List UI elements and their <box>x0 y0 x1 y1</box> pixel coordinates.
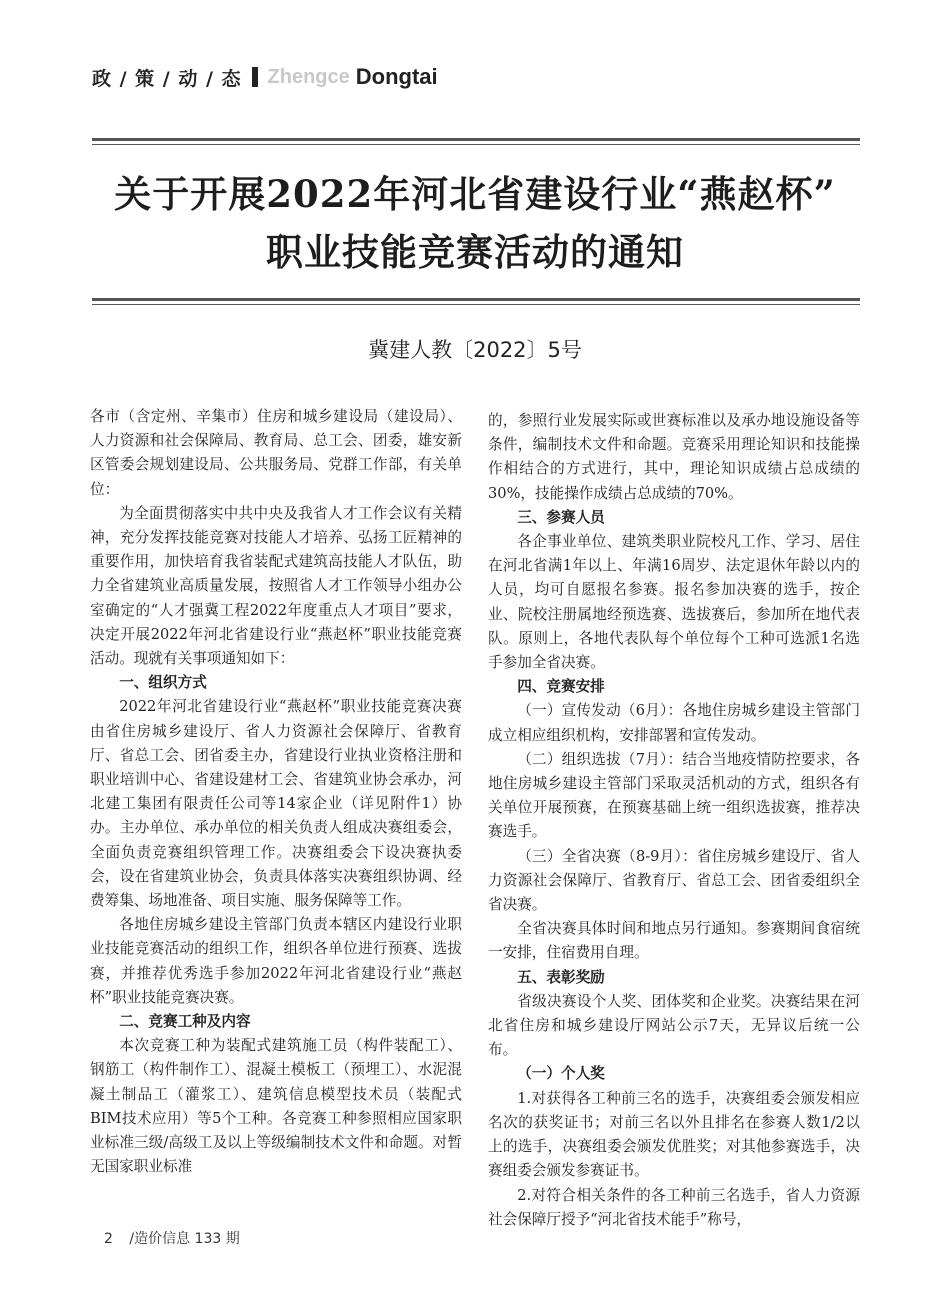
addressee: 各市（含定州、辛集市）住房和城乡建设局（建设局）、人力资源和社会保障局、教育局、总工会、团委，雄安新区管委会规划建设局、公共服务局、党群工作部，有关单位： <box>90 408 462 498</box>
top-rule-thick <box>92 138 860 141</box>
section-4-paragraph-2: （二）组织选拔（7月）：结合当地疫情防控要求，各地住房城乡建设主管部门采取灵活机动的方式，组织各有关单位开展预赛，在预赛基础上统一组织选拔赛，推荐决赛选手。 <box>488 750 860 841</box>
section-2-continuation: 的，参照行业发展实际或世赛标准以及承办地设施设备等条件，编制技术文件和命题。竞赛采用理论知识和技能操作相结合的方式进行，其中，理论知识成绩占总成绩的30%，技能操作成绩占总成绩的70%。 <box>488 412 860 502</box>
section-1-paragraph-1: 2022年河北省建设行业“燕赵杯”职业技能竞赛决赛由省住房城乡建设厅、省人力资源社会保障厅、省教育厅、省总工会、团省委主办，省建设行业执业资格注册和职业培训中心、省建设建材工会、省建筑业协会承办，河北建工集团有限责任公司等14家企业（详见附件1）协办。主办单位、承办单位的相关负责人组成决赛组委会，全面负责竞赛组织管理工作。决赛组委会下设决赛执委会，设在省建筑业协会，负责具体落实决赛组织协调、经费筹集、场地准备、项目实施、服务保障等工作。 <box>90 698 462 910</box>
section-4-paragraph-4: 全省决赛具体时间和地点另行通知。参赛期间食宿统一安排，住宿费用自理。 <box>488 920 860 962</box>
article-title <box>60 165 890 281</box>
section-2-paragraph-1: 本次竞赛工种为装配式建筑施工员（构件装配工）、钢筋工（构件制作工）、混凝土模板工（预埋工）、水泥混凝土制品工（灌浆工）、建筑信息模型技术员（装配式BIM技术应用）等5个工种。各竞赛工种参照相应国家职业标准三级/高级工及以上等级编制技术文件和命题。对暂无国家职业标准 <box>90 1037 462 1176</box>
section-heading-3: 三、参赛人员 <box>517 508 605 526</box>
bottom-rule-thin <box>92 304 860 305</box>
title-line-1: 关于开展2022年河北省建设行业“燕赵杯” <box>114 172 836 216</box>
section-header <box>92 62 438 92</box>
top-rule-thin <box>92 144 860 145</box>
section-4-paragraph-3: （三）全省决赛（8-9月）：省住房城乡建设厅、省人力资源社会保障厅、省教育厅、省总工会、团省委组织全省决赛。 <box>488 847 860 914</box>
section-5-paragraph-1: 省级决赛设个人奖、团体奖和企业奖。决赛结果在河北省住房和城乡建设厅网站公示7天，无异议后统一公布。 <box>488 992 860 1059</box>
section-5-paragraph-2: 1.对获得各工种前三名的选手，决赛组委会颁发相应名次的获奖证书；对前三名以外且排名在参赛人数1/2以上的选手，决赛组委会颁发优胜奖；对其他参赛选手，决赛组委会颁发参赛证书。 <box>488 1089 860 1180</box>
left-column <box>90 405 462 1180</box>
journal-name: /造价信息 133 期 <box>129 1231 240 1247</box>
subsection-heading-individual-award: （一）个人奖 <box>517 1065 605 1083</box>
bottom-rule-thick <box>92 298 860 301</box>
section-heading-1: 一、组织方式 <box>119 674 207 692</box>
section-heading-2: 二、竞赛工种及内容 <box>119 1013 251 1031</box>
section-4-paragraph-1: （一）宣传发动（6月）：各地住房城乡建设主管部门成立相应组织机构，安排部署和宣传发动。 <box>488 702 860 744</box>
section-label-cn: 政 / 策 / 动 / 态 <box>92 67 242 90</box>
section-1-paragraph-2: 各地住房城乡建设主管部门负责本辖区内建设行业职业技能竞赛活动的组织工作，组织各单位进行预赛、选拔赛，并推荐优秀选手参加2022年河北省建设行业“燕赵杯”职业技能竞赛决赛。 <box>90 916 462 1006</box>
page-number: 2 <box>104 1231 113 1247</box>
intro-paragraph: 为全面贯彻落实中共中央及我省人才工作会议有关精神，充分发挥技能竞赛对技能人才培养、弘扬工匠精神的重要作用，加快培育我省装配式建筑高技能人才队伍，助力全省建筑业高质量发展，按照省人才工作领导小组办公室确定的“人才强冀工程2022年度重点人才项目”要求，决定开展2022年河北省建设行业“燕赵杯”职业技能竞赛活动。现就有关事项通知如下： <box>90 504 462 668</box>
section-heading-4: 四、竞赛安排 <box>517 678 605 696</box>
right-column <box>488 409 860 1232</box>
section-label-en-light: Zhengce <box>267 65 350 88</box>
section-3-paragraph-1: 各企事业单位、建筑类职业院校凡工作、学习、居住在河北省满1年以上、年满16周岁、法定退休年龄以内的人员，均可自愿报名参赛。报名参加决赛的选手，按企业、院校注册属地经预选赛、选拔赛后，参加所在地代表队。原则上，各地代表队每个单位每个工种可选派1名选手参加全省决赛。 <box>488 533 860 672</box>
section-label-en-dark: Dongtai <box>355 64 438 89</box>
section-heading-5: 五、表彰奖励 <box>517 968 605 986</box>
section-5-paragraph-3: 2.对符合相关条件的各工种前三名选手，省人力资源社会保障厅授予“河北省技术能手”称号， <box>488 1186 860 1228</box>
page-footer <box>104 1228 240 1248</box>
header-divider-bar <box>252 67 258 87</box>
title-line-2: 职业技能竞赛活动的通知 <box>266 230 684 274</box>
document-number: 冀建人教〔2022〕5号 <box>368 338 582 362</box>
